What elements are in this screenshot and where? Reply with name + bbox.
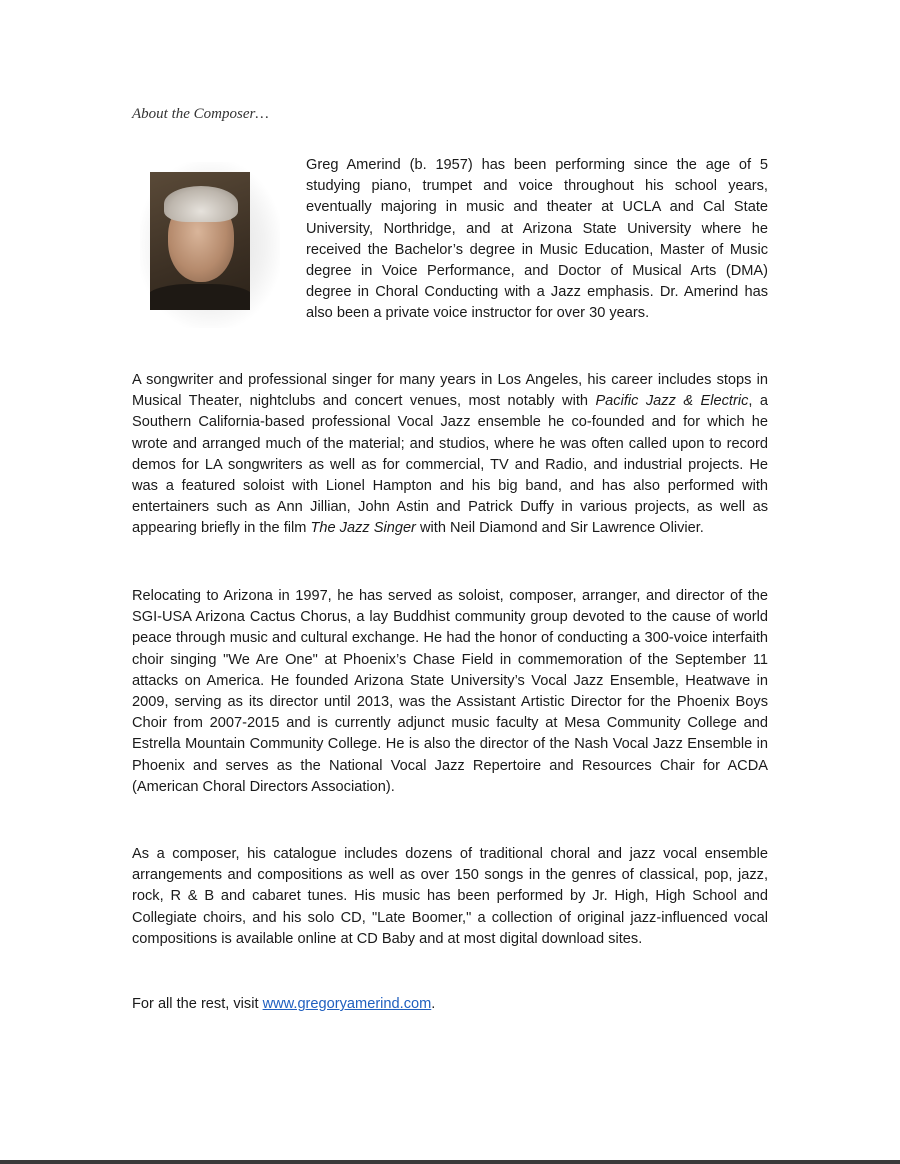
arizona-paragraph: Relocating to Arizona in 1997, he has served as soloist, composer, arranger, and director of the SGI-USA Arizona Cactus Chorus, a lay Buddhist community group devoted to the cause of world peace through music and cultural exchange. He had the honor of conducting a 300-voice interfaith choir singing "We Are One" at Phoenix’s Chase Field in commemoration of the September 11 attacks on America. He founded Arizona State University’s Vocal Jazz Ensemble, Heatwave in 2009, serving as its director until 2013, was the Assistant Artistic Director for the Phoenix Boys Choir from 2007-2015 and is currently adjunct music faculty at Mesa Community College and Estrella Mountain Community College. He is also the director of the Nash Vocal Jazz Ensemble in Phoenix and serves as the National Vocal Jazz Repertoire and Resources Chair for ACDA (American Choral Directors Association).	[132, 588, 768, 795]
photo-shoulders	[150, 284, 250, 310]
page-bottom-edge	[0, 1160, 900, 1164]
website-link[interactable]: www.gregoryamerind.com	[262, 996, 432, 1012]
career-text-b: , a Southern California-based professional Vocal Jazz ensemble he co-founded and for which he wrote and arranged much of the material; and studios, where he was often called upon to record demos for LA songwriters as well as for commercial, TV and Radio, and industrial projects. He was a featured soloist with Lionel Hampton and his big band, and has also performed with entertainers such as Ann Jillian, John Astin and Patrick Duffy in various projects, as well as appearing briefly in the film	[132, 393, 768, 537]
photo-hair	[164, 186, 238, 222]
film-title: The Jazz Singer	[310, 520, 416, 537]
intro-paragraph: Greg Amerind (b. 1957) has been performing since the age of 5 studying piano, trumpet and voice throughout his school years, eventually majoring in music and theater at UCLA and Cal State University, Northridge, and at Arizona State University where he received the Bachelor’s degree in Music Education, Master of Music degree in Voice Performance, and Doctor of Musical Arts (DMA) degree in Choral Conducting with a Jazz emphasis. Dr. Amerind has also been a private voice instructor for over 30 years.	[306, 157, 768, 322]
career-text-c: with Neil Diamond and Sir Lawrence Olivier.	[415, 520, 704, 537]
page-heading: About the Composer…	[132, 106, 269, 122]
visit-suffix: .	[431, 996, 436, 1012]
composer-photo-frame	[140, 162, 280, 328]
visit-paragraph	[132, 994, 768, 1015]
career-text-a: A songwriter and professional singer for many years in Los Angeles, his career includes stops in Musical Theater, nightclubs and concert venues, most notably with	[132, 372, 768, 410]
ensemble-name: Pacific Jazz & Electric	[595, 393, 749, 410]
composer-photo	[150, 172, 250, 310]
composer-paragraph: As a composer, his catalogue includes dozens of traditional choral and jazz vocal ensemble arrangements and compositions as well as over 150 songs in the genres of classical, pop, jazz, rock, R & B and cabaret tunes. His music has been performed by Jr. High, High School and Collegiate choirs, and his solo CD, "Late Boomer," a collection of original jazz-influenced vocal compositions is available online at CD Baby and at most digital download sites.	[132, 846, 768, 947]
career-paragraph	[132, 370, 768, 540]
visit-prefix: For all the rest, visit	[132, 996, 263, 1012]
